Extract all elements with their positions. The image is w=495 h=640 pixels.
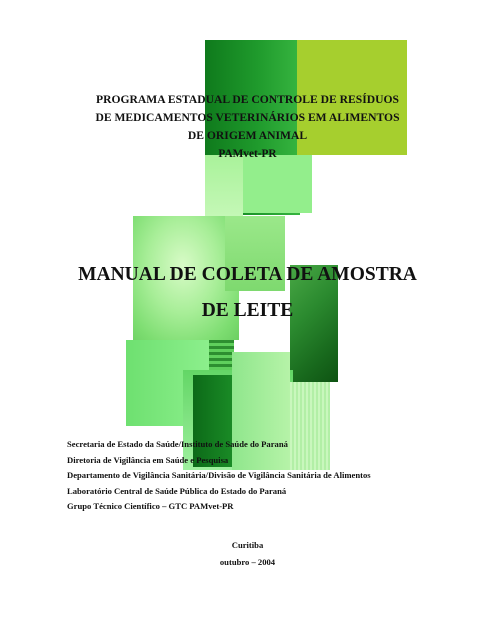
program-header-line: DE ORIGEM ANIMAL [187,129,308,142]
institution-line: Diretoria de Vigilância em Saúde e Pesquisa [67,454,229,465]
program-header-line: DE MEDICAMENTOS VETERINÁRIOS EM ALIMENTOS [95,111,400,124]
program-acronym: PAMvet-PR [218,148,277,160]
institution-line: Secretaria de Estado da Saúde/Instituto de Saúde do Paraná [67,439,288,449]
decorative-green-square [205,155,243,220]
program-header-line: PROGRAMA ESTADUAL DE CONTROLE DE RESÍDUOS [96,93,399,106]
institution-line: Grupo Técnico Científico – GTC PAMvet-PR [67,501,234,512]
institution-line: Laboratório Central de Saúde Pública do Estado do Paraná [67,485,287,496]
publication-city: Curitiba [231,540,264,550]
publication-date: outubro – 2004 [219,556,276,567]
document-title-line: DE LEITE [201,300,294,321]
document-title [40,257,455,329]
institution-line: Departamento de Vigilância Sanitária/Divisão de Vigilância Sanitária de Alimentos [67,470,371,481]
program-header [40,91,455,163]
document-title-line: MANUAL DE COLETA DE AMOSTRA [78,264,417,285]
decorative-green-square [240,155,312,213]
publication-footer [40,537,455,570]
institutions-list [67,437,467,515]
decorative-green-square [209,340,234,370]
